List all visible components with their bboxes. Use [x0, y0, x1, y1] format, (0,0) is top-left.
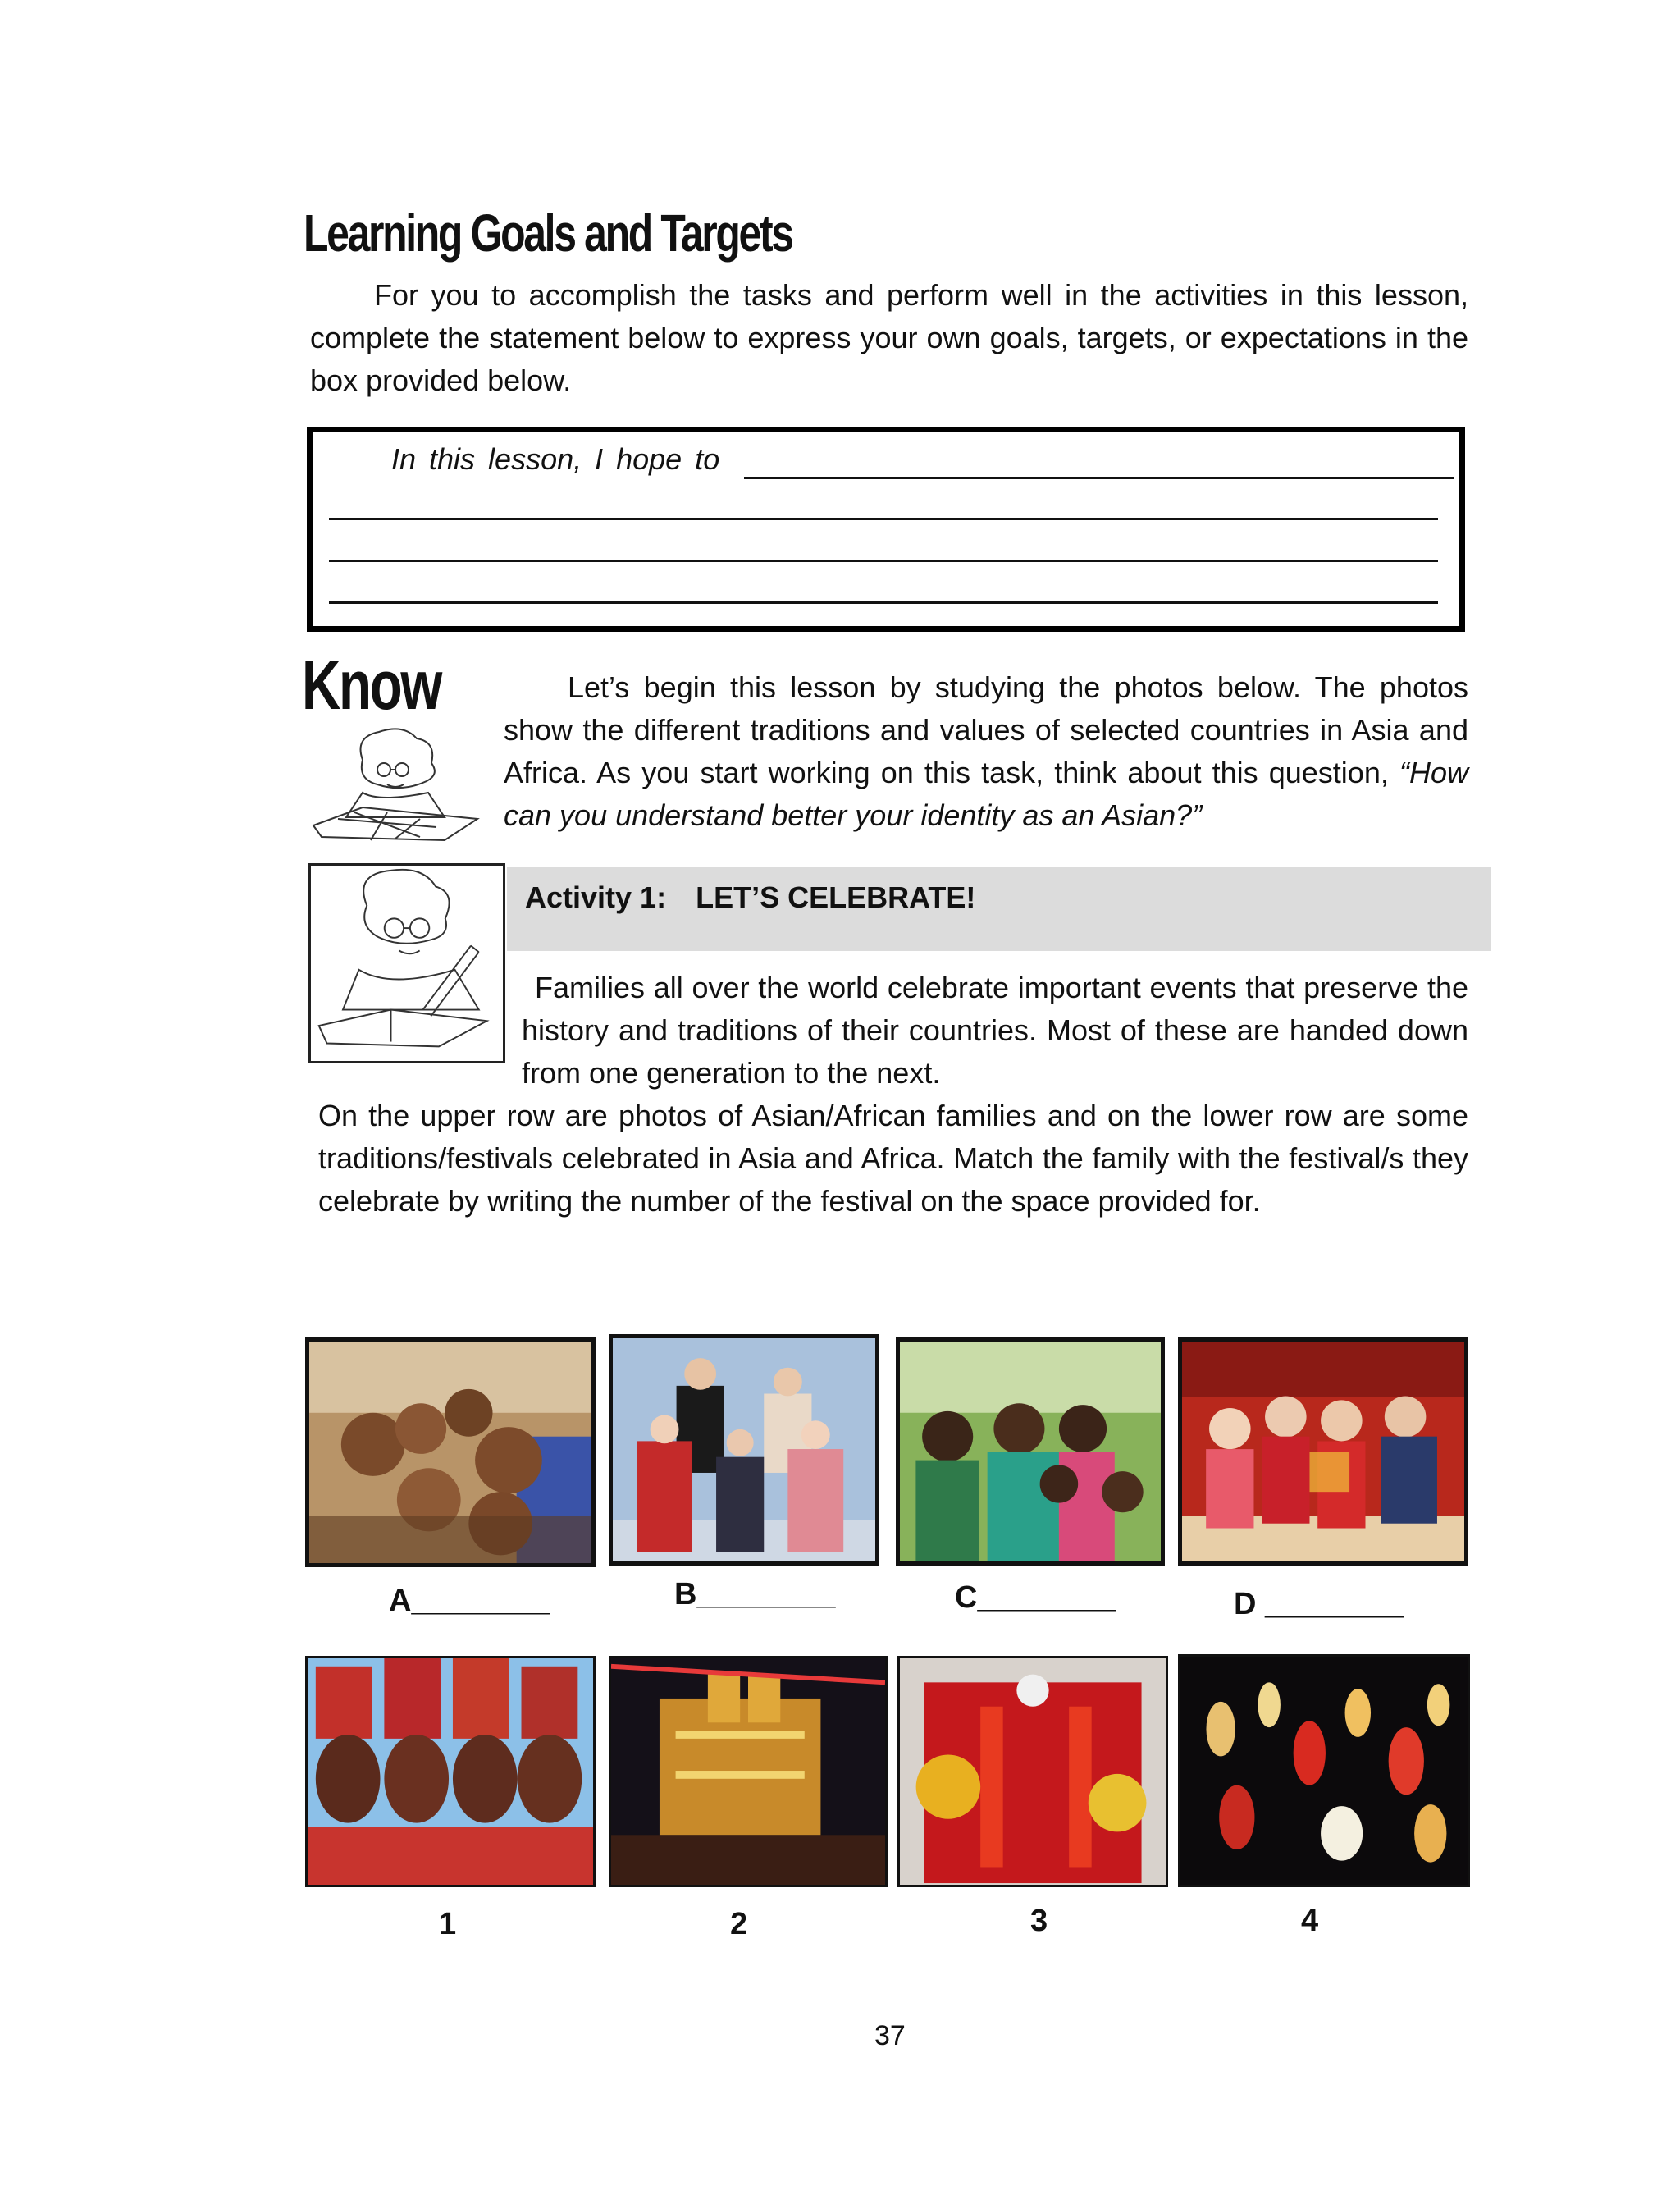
family-label-c: C________ — [955, 1580, 1116, 1615]
family-label-d: D ________ — [1234, 1587, 1404, 1621]
festival-photo-1 — [305, 1656, 596, 1887]
family-photo-b — [609, 1334, 879, 1566]
goals-answer-line[interactable] — [329, 518, 1438, 520]
festival-label-2: 2 — [730, 1907, 748, 1941]
family-label-b: B________ — [674, 1577, 836, 1612]
festival-photo-4 — [1178, 1654, 1470, 1887]
goals-prompt: In this lesson, I hope to — [391, 442, 720, 476]
activity-paragraph-2: On the upper row are photos of Asian/African families and on the lower row are some traditions/festivals celebrated in Asia and Africa. Match the family with the festival/s they celebrate by writing the number of the festival on the space provided for. — [318, 1099, 1468, 1218]
know-title: Know — [302, 647, 441, 724]
festival-label-1: 1 — [439, 1907, 457, 1941]
activity-label: Activity 1: — [525, 880, 667, 914]
festival-photo-3 — [897, 1656, 1168, 1887]
page-number: 37 — [874, 2020, 906, 2051]
goals-box — [307, 427, 1465, 632]
festival-photo-2 — [609, 1656, 888, 1887]
section-title: Learning Goals and Targets — [304, 203, 792, 263]
family-photo-d — [1178, 1337, 1468, 1566]
goals-answer-line[interactable] — [329, 560, 1438, 562]
know-paragraph — [504, 666, 1468, 837]
goals-answer-line[interactable] — [744, 477, 1454, 479]
activity-header-bar — [507, 867, 1491, 951]
child-studying-map-illustration — [305, 727, 482, 848]
activity-paragraph-1: Families all over the world celebrate important events that preserve the history and traditions of their countries. Most of these are handed down from one generation to the next. — [522, 971, 1468, 1090]
festival-label-3: 3 — [1030, 1904, 1048, 1938]
intro-paragraph: For you to accomplish the tasks and perform well in the activities in this lesson, complete the statement below to express your own goals, targets, or expectations in the box provided below. — [310, 278, 1468, 397]
family-label-a: A________ — [389, 1584, 550, 1618]
know-paragraph-lead: Let’s begin this lesson by studying the photos below. The photos show the different traditions and values of selected countries in Asia and Africa. As you start working on this task, think about this question, — [504, 670, 1468, 789]
activity-title: LET’S CELEBRATE! — [696, 880, 976, 914]
festival-label-4: 4 — [1301, 1904, 1319, 1938]
know-question: “How can you understand better your identity as an Asian?” — [504, 756, 1468, 832]
goals-answer-line[interactable] — [329, 601, 1438, 604]
family-photo-a — [305, 1337, 596, 1567]
family-photo-c — [896, 1337, 1165, 1566]
child-writing-illustration — [308, 863, 505, 1063]
